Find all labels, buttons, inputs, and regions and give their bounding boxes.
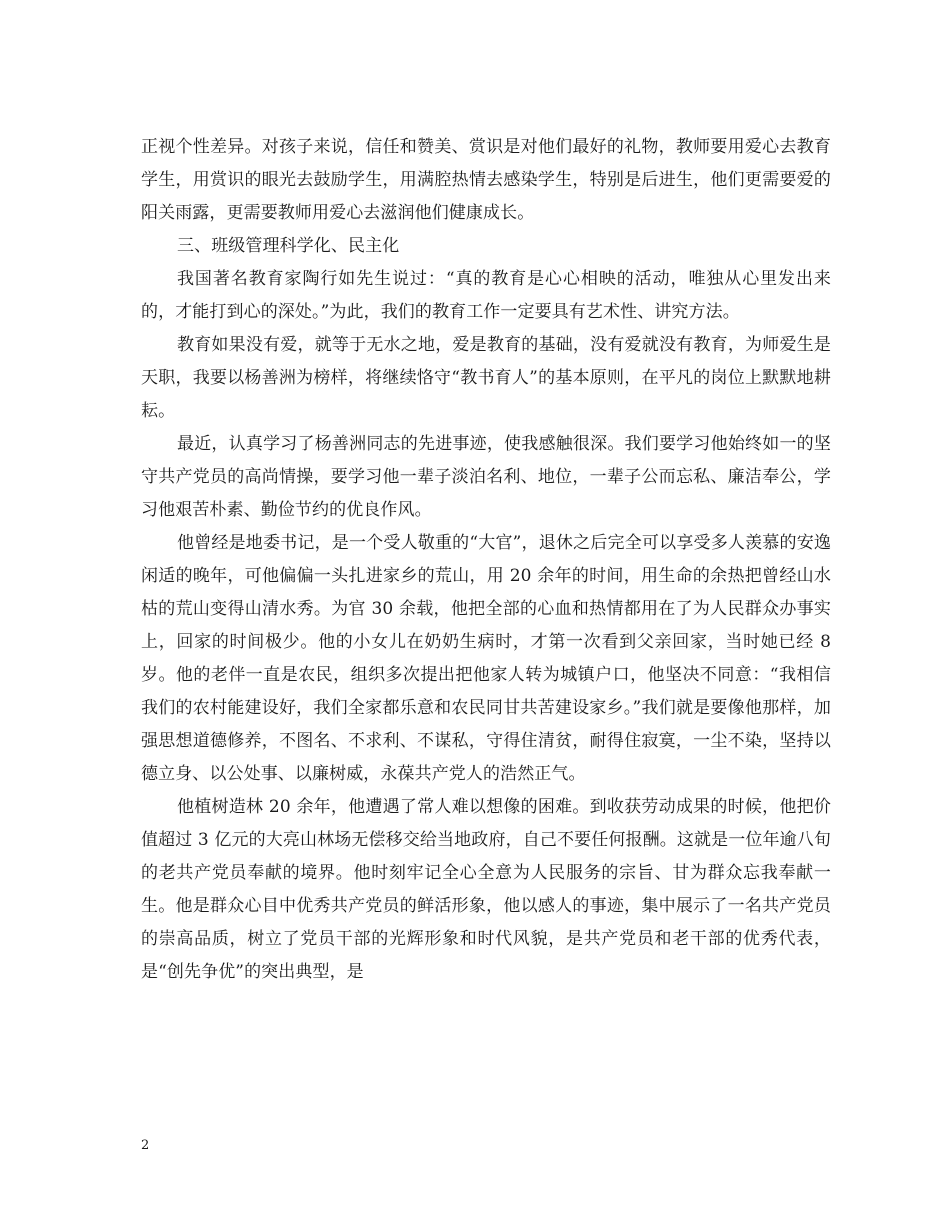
paragraph-1: 正视个性差异。对孩子来说，信任和赞美、赏识是对他们最好的礼物，教师要用爱心去教育学生，用赏识的眼光去鼓励学生，用满腔热情去感染学生，特别是后进生，他们更需要爱的阳关雨露，更需要教师用爱心去滋润他们健康成长。	[141, 137, 831, 223]
paragraph-5: 最近，认真学习了杨善洲同志的先进事迹，使我感触很深。我们要学习他始终如一的坚守共产党员的高尚情操，要学习他一辈子淡泊名利、地位，一辈子公而忘私、廉洁奉公，学习他艰苦朴素、勤俭节约的优良作风。	[141, 434, 831, 520]
paragraph-6: 他曾经是地委书记，是一个受人敬重的“大官”，退休之后完全可以享受多人羡慕的安逸闲适的晚年，可他偏偏一头扎进家乡的荒山，用 20 余年的时间，用生命的余热把曾经山水枯的荒山变得山清水秀。为官 30 余载，他把全部的心血和热情都用在了为人民群众办事实上，回家的时间极少。他的小女儿在奶奶生病时，才第一次看到父亲回家，当时她已经 8 岁。他的老伴一直是农民，组织多次提出把他家人转为城镇户口，他坚决不同意：“我相信我们的农村能建设好，我们全家都乐意和农民同甘共苦建设家乡。”我们就是要像他那样，加强思想道德修养，不图名、不求利、不谋私，守得住清贫，耐得住寂寞，一尘不染，坚持以德立身、以公处事、以廉树威，永葆共产党人的浩然正气。	[141, 533, 831, 784]
paragraph-4: 教育如果没有爱，就等于无水之地，爱是教育的基础，没有爱就没有教育，为师爱生是天职，我要以杨善洲为榜样，将继续恪守“教书育人”的基本原则，在平凡的岗位上默默地耕耘。	[141, 335, 831, 421]
paragraph-7: 他植树造林 20 余年，他遭遇了常人难以想像的困难。到收获劳动成果的时候，他把价值超过 3 亿元的大亮山林场无偿移交给当地政府，自己不要任何报酬。这就是一位年逾八旬的老共产党员奉献的境界。他时刻牢记全心全意为人民服务的宗旨、甘为群众忘我奉献一生。他是群众心目中优秀共产党员的鲜活形象，他以感人的事迹，集中展示了一名共产党员的崇高品质，树立了党员干部的光辉形象和时代风貌，是共产党员和老干部的优秀代表，是“创先争优”的突出典型，是	[141, 797, 831, 982]
section-heading: 三、班级管理科学化、民主化	[177, 236, 400, 256]
paragraph-3: 我国著名教育家陶行如先生说过：“真的教育是心心相映的活动，唯独从心里发出来的，才能打到心的深处。”为此，我们的教育工作一定要具有艺术性、讲究方法。	[141, 269, 831, 322]
document-body	[141, 131, 831, 989]
page-number: 2	[141, 1138, 150, 1153]
